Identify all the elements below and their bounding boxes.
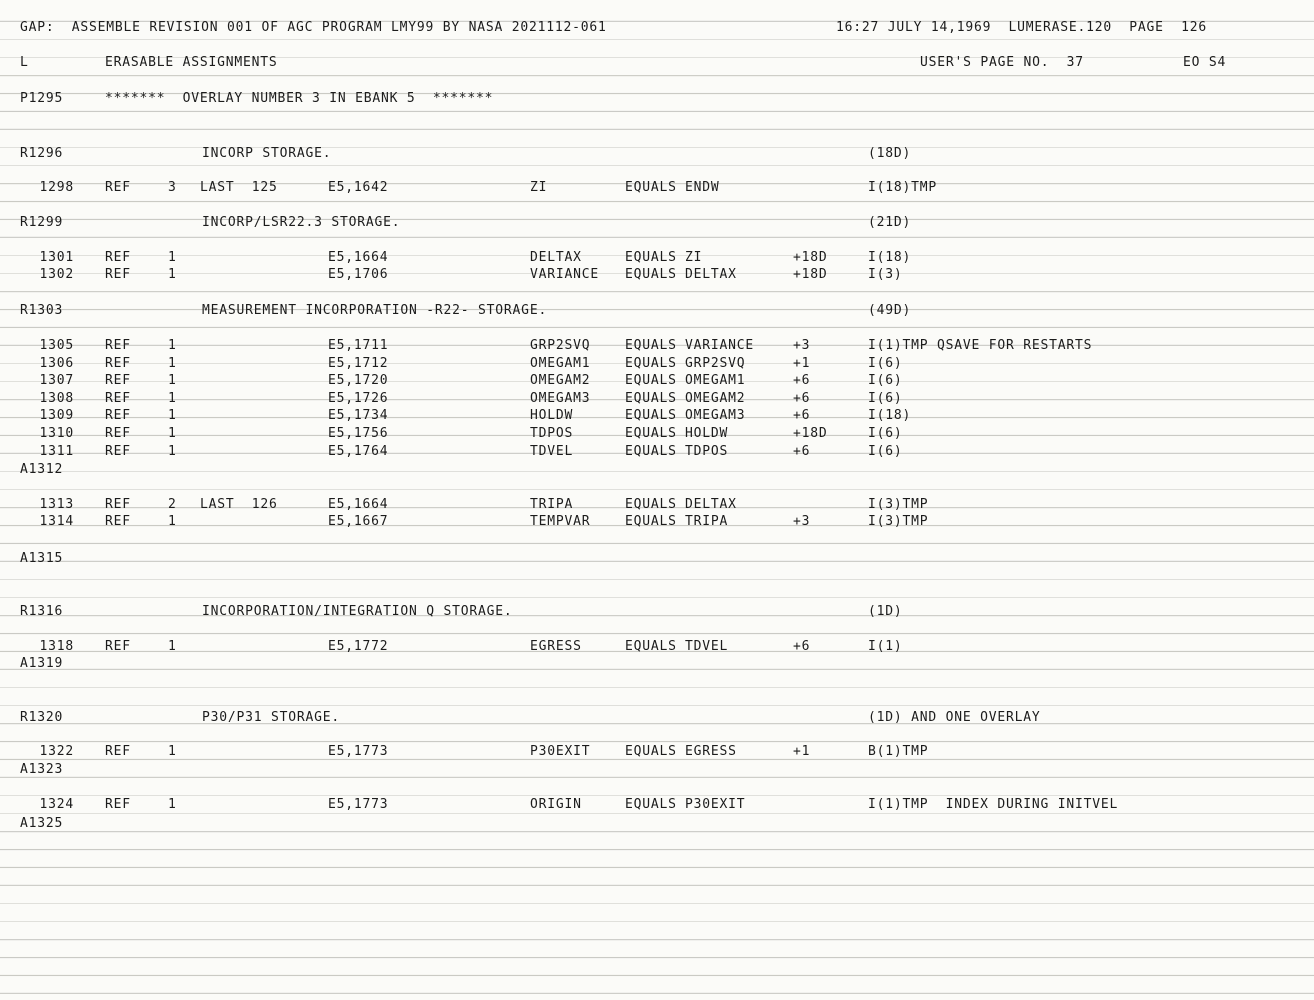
line-number: 1309: [39, 408, 74, 423]
ref-keyword: REF: [105, 338, 131, 353]
last-page-ref: LAST 126: [200, 497, 278, 512]
ref-count: 1: [168, 744, 177, 759]
offset: +1: [793, 744, 811, 759]
ref-keyword: REF: [105, 373, 131, 388]
erasable-address: E5,1734: [328, 408, 389, 423]
line-number: 1308: [39, 391, 74, 406]
line-number: 1318: [39, 639, 74, 654]
equals-assignment-row: [0, 443, 1314, 461]
ref-count: 1: [168, 267, 177, 282]
ref-count: 1: [168, 338, 177, 353]
equals-assignment-row: [0, 796, 1314, 814]
equals-assignment-row: [0, 425, 1314, 443]
comment: I(18): [868, 250, 912, 265]
header-line-2: [0, 54, 1314, 72]
equals-assignment-row: [0, 638, 1314, 656]
equals-assignment-row: [0, 513, 1314, 531]
ref-keyword: REF: [105, 744, 131, 759]
equals-assignment-row: [0, 496, 1314, 514]
symbol-name: ZI: [530, 180, 548, 195]
offset: +18D: [793, 250, 828, 265]
equals-assignment-row: [0, 390, 1314, 408]
line-number: 1306: [39, 356, 74, 371]
opcode: EQUALS: [625, 408, 677, 423]
offset: +3: [793, 514, 811, 529]
document-title: ERASABLE ASSIGNMENTS: [105, 55, 278, 70]
line-number: 1314: [39, 514, 74, 529]
symbol-name: TDVEL: [530, 444, 574, 459]
comment: I(1)TMP QSAVE FOR RESTARTS: [868, 338, 1093, 353]
opcode: EQUALS: [625, 444, 677, 459]
ref-keyword: REF: [105, 497, 131, 512]
line-label: R1303: [20, 303, 64, 318]
erasable-address: E5,1764: [328, 444, 389, 459]
line-label: R1299: [20, 215, 64, 230]
line-label: A1325: [20, 816, 64, 831]
section-size: (18D): [868, 146, 912, 161]
operand: OMEGAM3: [685, 408, 746, 423]
symbol-name: HOLDW: [530, 408, 574, 423]
section-title: MEASUREMENT INCORPORATION -R22- STORAGE.: [202, 303, 548, 318]
line-number: 1313: [39, 497, 74, 512]
offset: +18D: [793, 267, 828, 282]
opcode: EQUALS: [625, 797, 677, 812]
ref-keyword: REF: [105, 180, 131, 195]
operand: VARIANCE: [685, 338, 755, 353]
offset: +6: [793, 391, 811, 406]
comment: B(1)TMP: [868, 744, 929, 759]
equals-assignment-row: [0, 266, 1314, 284]
comment: I(6): [868, 373, 903, 388]
address-marker-row: [0, 655, 1314, 673]
erasable-address: E5,1712: [328, 356, 389, 371]
ref-keyword: REF: [105, 267, 131, 282]
opcode: EQUALS: [625, 497, 677, 512]
equals-assignment-row: [0, 372, 1314, 390]
offset: +6: [793, 408, 811, 423]
erasable-address: E5,1711: [328, 338, 389, 353]
operand: OMEGAM2: [685, 391, 746, 406]
ref-count: 1: [168, 426, 177, 441]
operand: HOLDW: [685, 426, 729, 441]
erasable-address: E5,1720: [328, 373, 389, 388]
comment: I(1)TMP INDEX DURING INITVEL: [868, 797, 1119, 812]
line-label: A1323: [20, 762, 64, 777]
comment: I(18)TMP: [868, 180, 938, 195]
opcode: EQUALS: [625, 250, 677, 265]
section-size: (49D): [868, 303, 912, 318]
erasable-address: E5,1664: [328, 250, 389, 265]
section-title: INCORP/LSR22.3 STORAGE.: [202, 215, 401, 230]
offset: +1: [793, 356, 811, 371]
line-number: 1307: [39, 373, 74, 388]
users-page-number: USER'S PAGE NO. 37: [920, 55, 1084, 70]
erasable-address: E5,1667: [328, 514, 389, 529]
offset: +3: [793, 338, 811, 353]
comment: I(1): [868, 639, 903, 654]
section-title: P30/P31 STORAGE.: [202, 710, 341, 725]
ref-count: 1: [168, 391, 177, 406]
overlay-title: ******* OVERLAY NUMBER 3 IN EBANK 5 *******: [105, 91, 494, 106]
operand: ENDW: [685, 180, 720, 195]
ref-count: 1: [168, 444, 177, 459]
symbol-name: TDPOS: [530, 426, 574, 441]
operand: DELTAX: [685, 267, 737, 282]
section-size: (21D): [868, 215, 912, 230]
comment: I(6): [868, 356, 903, 371]
ref-count: 1: [168, 373, 177, 388]
ref-keyword: REF: [105, 514, 131, 529]
opcode: EQUALS: [625, 267, 677, 282]
comment: I(3)TMP: [868, 497, 929, 512]
symbol-name: OMEGAM2: [530, 373, 591, 388]
equals-assignment-row: [0, 743, 1314, 761]
line-number: 1322: [39, 744, 74, 759]
erasable-address: E5,1773: [328, 797, 389, 812]
section-header-row: [0, 709, 1314, 727]
line-label: R1316: [20, 604, 64, 619]
operand: TDVEL: [685, 639, 729, 654]
comment: I(6): [868, 391, 903, 406]
comment: I(6): [868, 426, 903, 441]
ref-keyword: REF: [105, 408, 131, 423]
ref-count: 1: [168, 408, 177, 423]
opcode: EQUALS: [625, 391, 677, 406]
ref-keyword: REF: [105, 444, 131, 459]
ref-keyword: REF: [105, 250, 131, 265]
operand: TDPOS: [685, 444, 729, 459]
operand: DELTAX: [685, 497, 737, 512]
ref-keyword: REF: [105, 426, 131, 441]
line-number: 1298: [39, 180, 74, 195]
eo-label: EO S4: [1183, 55, 1227, 70]
offset: +6: [793, 639, 811, 654]
operand: ZI: [685, 250, 703, 265]
header-label: L: [20, 55, 29, 70]
header-label: P1295: [20, 91, 64, 106]
equals-assignment-row: [0, 249, 1314, 267]
opcode: EQUALS: [625, 426, 677, 441]
header-line-3: [0, 90, 1314, 108]
ref-keyword: REF: [105, 797, 131, 812]
symbol-name: OMEGAM3: [530, 391, 591, 406]
offset: +18D: [793, 426, 828, 441]
symbol-name: GRP2SVQ: [530, 338, 591, 353]
operand: OMEGAM1: [685, 373, 746, 388]
offset: +6: [793, 444, 811, 459]
equals-assignment-row: [0, 407, 1314, 425]
erasable-address: E5,1772: [328, 639, 389, 654]
operand: EGRESS: [685, 744, 737, 759]
timestamp-page: 16:27 JULY 14,1969 LUMERASE.120 PAGE 126: [836, 20, 1207, 35]
symbol-name: TEMPVAR: [530, 514, 591, 529]
address-marker-row: [0, 550, 1314, 568]
line-label: A1312: [20, 462, 64, 477]
line-number: 1310: [39, 426, 74, 441]
offset: +6: [793, 373, 811, 388]
line-number: 1324: [39, 797, 74, 812]
line-label: R1296: [20, 146, 64, 161]
comment: I(3): [868, 267, 903, 282]
ref-count: 1: [168, 250, 177, 265]
erasable-address: E5,1706: [328, 267, 389, 282]
address-marker-row: [0, 761, 1314, 779]
erasable-address: E5,1664: [328, 497, 389, 512]
opcode: EQUALS: [625, 180, 677, 195]
opcode: EQUALS: [625, 744, 677, 759]
ref-keyword: REF: [105, 391, 131, 406]
section-header-row: [0, 145, 1314, 163]
equals-assignment-row: [0, 179, 1314, 197]
operand: P30EXIT: [685, 797, 746, 812]
section-header-row: [0, 302, 1314, 320]
opcode: EQUALS: [625, 514, 677, 529]
line-number: 1302: [39, 267, 74, 282]
ref-count: 3: [168, 180, 177, 195]
line-label: R1320: [20, 710, 64, 725]
ref-count: 1: [168, 797, 177, 812]
symbol-name: P30EXIT: [530, 744, 591, 759]
erasable-address: E5,1773: [328, 744, 389, 759]
address-marker-row: [0, 461, 1314, 479]
section-title: INCORPORATION/INTEGRATION Q STORAGE.: [202, 604, 513, 619]
assembly-info: GAP: ASSEMBLE REVISION 001 OF AGC PROGRAM LMY99 BY NASA 2021112-061: [20, 20, 607, 35]
section-header-row: [0, 603, 1314, 621]
symbol-name: OMEGAM1: [530, 356, 591, 371]
equals-assignment-row: [0, 355, 1314, 373]
opcode: EQUALS: [625, 338, 677, 353]
symbol-name: VARIANCE: [530, 267, 600, 282]
address-marker-row: [0, 815, 1314, 833]
erasable-address: E5,1642: [328, 180, 389, 195]
opcode: EQUALS: [625, 639, 677, 654]
comment: I(6): [868, 444, 903, 459]
operand: TRIPA: [685, 514, 729, 529]
section-size: (1D) AND ONE OVERLAY: [868, 710, 1041, 725]
ref-count: 1: [168, 514, 177, 529]
comment: I(3)TMP: [868, 514, 929, 529]
ref-keyword: REF: [105, 356, 131, 371]
line-label: A1315: [20, 551, 64, 566]
ref-count: 2: [168, 497, 177, 512]
opcode: EQUALS: [625, 356, 677, 371]
line-number: 1311: [39, 444, 74, 459]
operand: GRP2SVQ: [685, 356, 746, 371]
header-line-1: [0, 19, 1314, 37]
section-title: INCORP STORAGE.: [202, 146, 332, 161]
comment: I(18): [868, 408, 912, 423]
section-size: (1D): [868, 604, 903, 619]
opcode: EQUALS: [625, 373, 677, 388]
section-header-row: [0, 214, 1314, 232]
last-page-ref: LAST 125: [200, 180, 278, 195]
ref-count: 1: [168, 639, 177, 654]
symbol-name: EGRESS: [530, 639, 582, 654]
symbol-name: TRIPA: [530, 497, 574, 512]
ref-count: 1: [168, 356, 177, 371]
symbol-name: DELTAX: [530, 250, 582, 265]
line-label: A1319: [20, 656, 64, 671]
erasable-address: E5,1726: [328, 391, 389, 406]
erasable-address: E5,1756: [328, 426, 389, 441]
line-number: 1305: [39, 338, 74, 353]
ref-keyword: REF: [105, 639, 131, 654]
line-number: 1301: [39, 250, 74, 265]
equals-assignment-row: [0, 337, 1314, 355]
symbol-name: ORIGIN: [530, 797, 582, 812]
